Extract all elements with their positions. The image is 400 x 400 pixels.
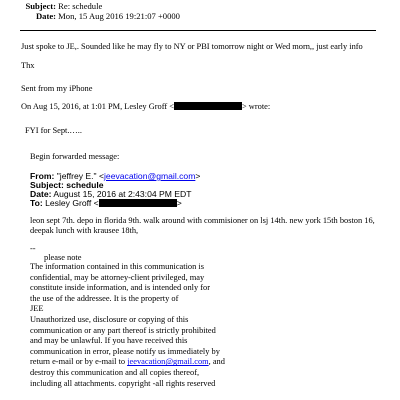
message-line-2: deepak lunch with krausee 18th, xyxy=(30,226,139,235)
begin-forwarded: Begin forwarded message: xyxy=(30,152,120,161)
signature-please-note: please note xyxy=(44,253,82,262)
fwd-from-name: "jeffrey E." < xyxy=(56,171,105,181)
disclaimer-line: destroy this communication and all copies thereof, xyxy=(30,367,200,377)
fwd-subject-value: schedule xyxy=(66,180,104,190)
fwd-to-row xyxy=(30,198,182,208)
quote-intro xyxy=(21,102,270,112)
message-line-1: leon sept 7th. depo in florida 9th. walk around with commisioner on lsj 14th. new york 15th boston 16, xyxy=(30,216,375,225)
fwd-from-label: From: xyxy=(30,171,55,181)
header-date-label: Date: xyxy=(35,11,56,21)
disclaimer-line: JEE xyxy=(30,304,44,314)
disclaimer-line: Unauthorized use, disclosure or copying of this xyxy=(30,314,189,324)
fwd-from-close: > xyxy=(195,171,201,181)
body-thx: Thx xyxy=(21,61,35,70)
disclaimer-line: confidential, may be attorney-client privileged, may xyxy=(30,272,205,282)
header-subject-row xyxy=(0,1,102,11)
header-date-value: Mon, 15 Aug 2016 19:21:07 +0000 xyxy=(58,11,180,21)
signature-dashes: -- xyxy=(30,244,36,253)
redacted-email-block xyxy=(174,102,242,110)
fwd-date-label: Date: xyxy=(30,189,52,199)
disclaimer-return-pre: return e-mail or by e-mail to xyxy=(30,357,128,367)
quote-intro-post: > wrote: xyxy=(241,102,271,111)
disclaimer-line: communication or any part thereof is strictly prohibited xyxy=(30,325,216,335)
fwd-from-email-link[interactable]: jeevacation@gmail.com xyxy=(104,171,196,181)
disclaimer-line-return xyxy=(30,357,225,368)
disclaimer-line: including all attachments. copyright -all rights reserved xyxy=(30,378,216,388)
fwd-to-label: To: xyxy=(30,198,43,208)
disclaimer-block xyxy=(30,262,225,389)
disclaimer-return-post: , and xyxy=(208,357,225,367)
disclaimer-line: and may be unlawful. If you have received this xyxy=(30,336,188,346)
body-line-1: Just spoke to JE,. Sounded like he may fly to NY or PBI tomorrow night or Wed morn,, just early info xyxy=(21,42,363,51)
quote-fyi: FYI for Sept.….. xyxy=(25,126,82,135)
quote-intro-pre: On Aug 15, 2016, at 1:01 PM, Lesley Groff < xyxy=(21,102,174,111)
header-subject-label: Subject: xyxy=(25,1,56,11)
fwd-to-name: Lesley Groff < xyxy=(45,198,99,208)
header-date-row xyxy=(0,11,180,21)
header-divider xyxy=(20,30,376,31)
disclaimer-line: constitute inside information, and is intended only for xyxy=(30,283,211,293)
body-sent-from: Sent from my iPhone xyxy=(21,84,93,93)
disclaimer-line: communication in error, please notify us immediately by xyxy=(30,346,220,356)
disclaimer-line: The information contained in this communication is xyxy=(30,262,204,271)
disclaimer-line: the use of the addressee. It is the property of xyxy=(30,293,179,303)
header-subject-value: Re: schedule xyxy=(58,1,103,11)
disclaimer-email-link[interactable]: jeevacation@gmail.com xyxy=(127,357,209,367)
fwd-to-close: > xyxy=(176,198,182,208)
fwd-date-value: August 15, 2016 at 2:43:04 PM EDT xyxy=(53,189,192,199)
redacted-to-email-block xyxy=(99,199,177,207)
fwd-subject-label: Subject: xyxy=(30,180,64,190)
